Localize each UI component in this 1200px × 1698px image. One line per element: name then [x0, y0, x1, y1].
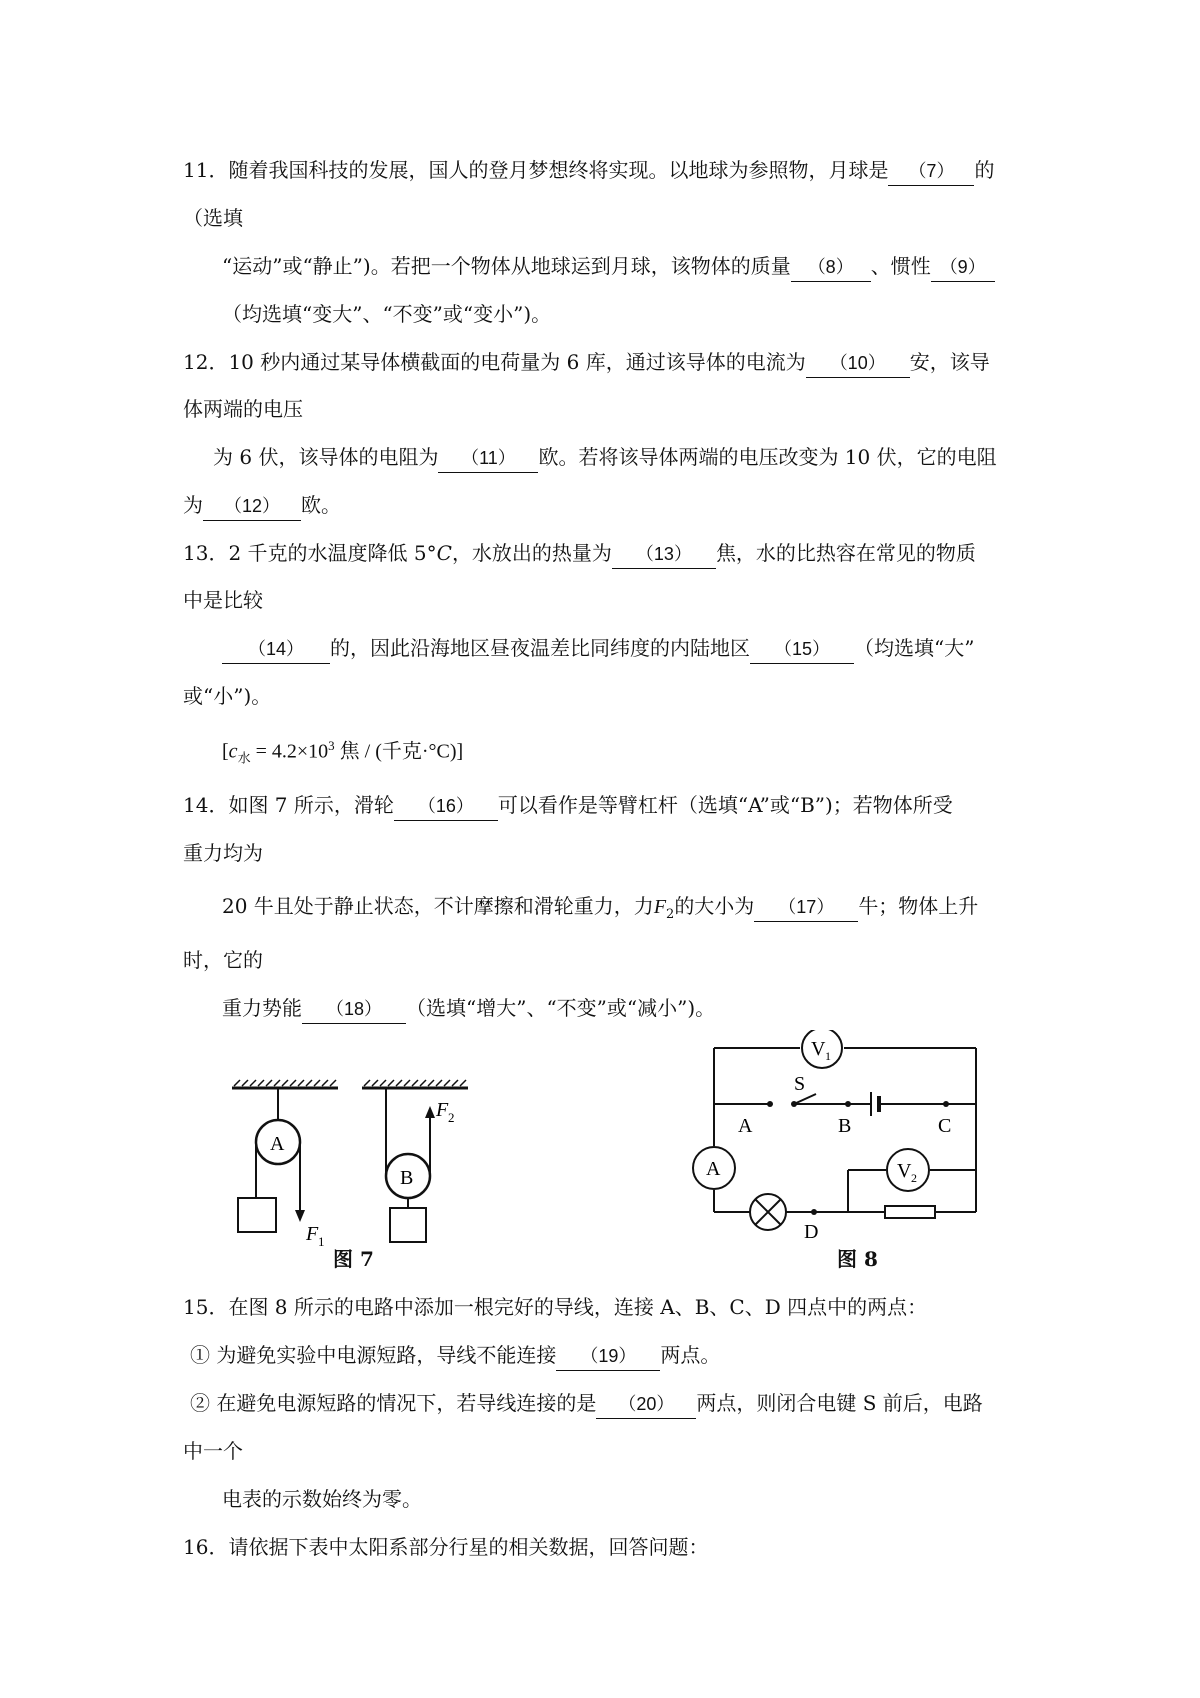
q11-line3: “运动”或“静止”)。若把一个物体从地球运到月球，该物体的质量 （8） 、惯性 （9） [222, 252, 995, 282]
q15-item1: ① 为避免实验中电源短路，导线不能连接 （19） 两点。 [190, 1341, 720, 1371]
blank-18: （18） [302, 995, 406, 1024]
q12-line3: 为 6 伏，该导体的电阻为 （11） 欧。若将该导体两端的电压改变为 10 伏，它的电阻 [213, 443, 997, 473]
ammeter-label: A [706, 1158, 721, 1180]
figure-7-caption: 图 7 [333, 1247, 374, 1271]
node-c-dot [943, 1101, 949, 1107]
switch-dot [791, 1101, 797, 1107]
q15-line5: 电表的示数始终为零。 [222, 1487, 422, 1511]
blank-10: （10） [806, 349, 910, 378]
point-d-label: D [804, 1221, 819, 1240]
q11-number: 11． [183, 158, 229, 182]
q11-line1: 11．随着我国科技的发展，国人的登月梦想终将实现。以地球为参照物，月球是 （7） 的 [183, 156, 994, 186]
blank-12: （12） [203, 492, 301, 521]
arrow-down-icon [295, 1210, 305, 1222]
arrow-up-icon [425, 1106, 435, 1118]
blank-16: （16） [394, 792, 498, 821]
blank-8: （8） [791, 253, 871, 282]
figure-8-caption: 图 8 [837, 1247, 878, 1271]
q15-item2: ② 在避免电源短路的情况下，若导线连接的是 （20） 两点，则闭合电键 S 前后，电路 [190, 1389, 983, 1419]
q14-number: 14． [183, 793, 229, 817]
v1-label: V [811, 1038, 826, 1060]
blank-14: （14） [222, 635, 330, 664]
switch-label: S [794, 1073, 806, 1095]
point-b-label: B [838, 1115, 852, 1137]
q13-line1: 13．2 千克的水温度降低 5°C，水放出的热量为 （13） 焦，水的比热容在常见的物质 [183, 539, 976, 569]
specific-heat-formula: [$c_水 = 4.2\times 10^3$ 焦 / (千克·°C)] [222, 738, 464, 766]
ceiling-left [232, 1080, 338, 1088]
resistor-icon [885, 1206, 935, 1218]
q12-line2: 体两端的电压 [183, 397, 303, 421]
pulley-b-label: B [400, 1167, 414, 1189]
v2-label: V [897, 1160, 912, 1182]
q11-line4: （均选填“变大”、“不变”或“变小”)。 [222, 302, 552, 326]
pulley-a [238, 1088, 305, 1232]
point-c-label: C [938, 1115, 952, 1137]
q14-line3: 20 牛且处于静止状态，不计摩擦和滑轮重力，力$F_2$的大小为 （17） 牛；物体上升 [222, 894, 979, 922]
blank-17: （17） [754, 893, 858, 922]
blank-7: （7） [888, 157, 974, 186]
lamp-icon [750, 1194, 786, 1230]
q14-line1: 14．如图 7 所示，滑轮 （16） 可以看作是等臂杠杆（选填“A”或“B”)；若物体所受 [183, 791, 953, 821]
svg-text:2: 2 [911, 1171, 917, 1185]
q13-line4: 或“小”)。 [183, 684, 272, 708]
ceiling-right [362, 1080, 468, 1088]
force-f2-label: F [436, 1099, 449, 1121]
q12-line4: 为 （12） 欧。 [183, 491, 341, 521]
q16-line1: 16．请依据下表中太阳系部分行星的相关数据，回答问题： [183, 1535, 709, 1559]
q13-line2: 中是比较 [183, 588, 263, 612]
svg-text:2: 2 [448, 1110, 455, 1125]
blank-13: （13） [612, 540, 716, 569]
q15-number: 15． [183, 1295, 229, 1319]
svg-text:1: 1 [318, 1234, 325, 1249]
blank-19: （19） [556, 1342, 660, 1371]
q13-number: 13． [183, 541, 229, 565]
point-a-label: A [738, 1115, 753, 1137]
q15-line4: 中一个 [183, 1439, 243, 1463]
node-a-dot [767, 1101, 773, 1107]
node-d-dot [811, 1209, 817, 1215]
q11-line2: （选填 [183, 206, 243, 230]
q14-line4: 时，它的 [183, 948, 263, 972]
blank-20: （20） [596, 1390, 696, 1419]
blank-9: （9） [931, 253, 995, 282]
pulley-b [386, 1088, 435, 1242]
q16-number: 16． [183, 1535, 229, 1559]
q14-line5: 重力势能 （18） （选填“增大”、“不变”或“减小”)。 [222, 994, 715, 1024]
node-b-dot [845, 1101, 851, 1107]
svg-text:1: 1 [825, 1049, 831, 1063]
q13-line3: （14） 的，因此沿海地区昼夜温差比同纬度的内陆地区 （15） （均选填“大” [222, 634, 974, 664]
force-f1-label: F [306, 1223, 319, 1245]
blank-11: （11） [438, 444, 538, 473]
q12-number: 12． [183, 350, 229, 374]
q12-line1: 12．10 秒内通过某导体横截面的电荷量为 6 库，通过该导体的电流为 （10） 安，该导 [183, 348, 990, 378]
blank-15: （15） [750, 635, 854, 664]
figure-7-pulleys [220, 1070, 480, 1270]
q14-line2: 重力均为 [183, 841, 263, 865]
battery-icon [871, 1092, 879, 1116]
pulley-a-label: A [270, 1133, 285, 1155]
q15-line1: 15．在图 8 所示的电路中添加一根完好的导线，连接 A、B、C、D 四点中的两点： [183, 1295, 928, 1319]
figure-8-circuit [690, 1030, 990, 1240]
